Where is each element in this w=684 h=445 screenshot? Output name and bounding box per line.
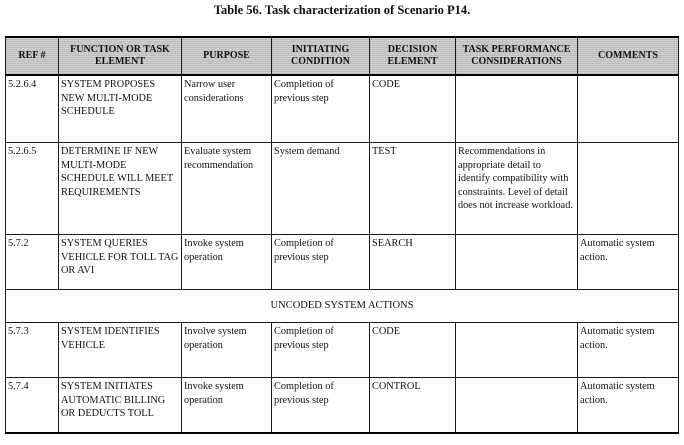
cell-comments: Automatic system action.	[578, 235, 679, 290]
cell-comments	[578, 143, 679, 235]
cell-performance: Recommendations in appropriate detail to identify compatibility with constraints. Level of detail does not increase workload.	[456, 143, 578, 235]
cell-decision: CODE	[370, 323, 456, 378]
table-row	[6, 235, 679, 290]
cell-purpose: Evaluate system recommendation	[182, 143, 272, 235]
header-decision-element: DECISION ELEMENT	[370, 37, 456, 75]
header-function: FUNCTION OR TASK ELEMENT	[59, 37, 182, 75]
header-comments: COMMENTS	[578, 37, 679, 75]
cell-ref: 5.2.6.4	[6, 75, 59, 143]
table-row	[6, 143, 679, 235]
cell-initiating: Completion of previous step	[272, 75, 370, 143]
cell-function: SYSTEM IDENTIFIES VEHICLE	[59, 323, 182, 378]
section-label: UNCODED SYSTEM ACTIONS	[6, 290, 679, 323]
cell-function: SYSTEM INITIATES AUTOMATIC BILLING OR DEDUCTS TOLL	[59, 378, 182, 434]
table-row	[6, 75, 679, 143]
cell-initiating: Completion of previous step	[272, 378, 370, 434]
cell-purpose: Invoke system operation	[182, 378, 272, 434]
cell-purpose: Invoke system operation	[182, 235, 272, 290]
header-task-performance: TASK PERFORMANCE CONSIDERATIONS	[456, 37, 578, 75]
cell-ref: 5.7.4	[6, 378, 59, 434]
cell-comments: Automatic system action.	[578, 323, 679, 378]
cell-decision: TEST	[370, 143, 456, 235]
table-row	[6, 378, 679, 434]
cell-ref: 5.2.6.5	[6, 143, 59, 235]
cell-ref: 5.7.2	[6, 235, 59, 290]
cell-performance	[456, 235, 578, 290]
header-ref: REF #	[6, 37, 59, 75]
header-row	[6, 37, 679, 75]
cell-ref: 5.7.3	[6, 323, 59, 378]
table-row	[6, 323, 679, 378]
page-title: Table 56. Task characterization of Scenario P14.	[213, 3, 471, 17]
cell-purpose: Involve system operation	[182, 323, 272, 378]
cell-initiating: Completion of previous step	[272, 235, 370, 290]
header-initiating-condition: INITIATING CONDITION	[272, 37, 370, 75]
cell-initiating: System demand	[272, 143, 370, 235]
cell-function: SYSTEM QUERIES VEHICLE FOR TOLL TAG OR AVI	[59, 235, 182, 290]
section-row	[6, 290, 679, 323]
cell-initiating: Completion of previous step	[272, 323, 370, 378]
cell-comments: Automatic system action.	[578, 378, 679, 434]
cell-comments	[578, 75, 679, 143]
header-purpose: PURPOSE	[182, 37, 272, 75]
cell-performance	[456, 75, 578, 143]
cell-decision: CONTROL	[370, 378, 456, 434]
cell-decision: SEARCH	[370, 235, 456, 290]
cell-purpose: Narrow user considerations	[182, 75, 272, 143]
cell-performance	[456, 378, 578, 434]
cell-function: SYSTEM PROPOSES NEW MULTI-MODE SCHEDULE	[59, 75, 182, 143]
cell-performance	[456, 323, 578, 378]
cell-function: DETERMINE IF NEW MULTI-MODE SCHEDULE WILL MEET REQUIREMENTS	[59, 143, 182, 235]
task-characterization-table	[5, 36, 679, 434]
cell-decision: CODE	[370, 75, 456, 143]
